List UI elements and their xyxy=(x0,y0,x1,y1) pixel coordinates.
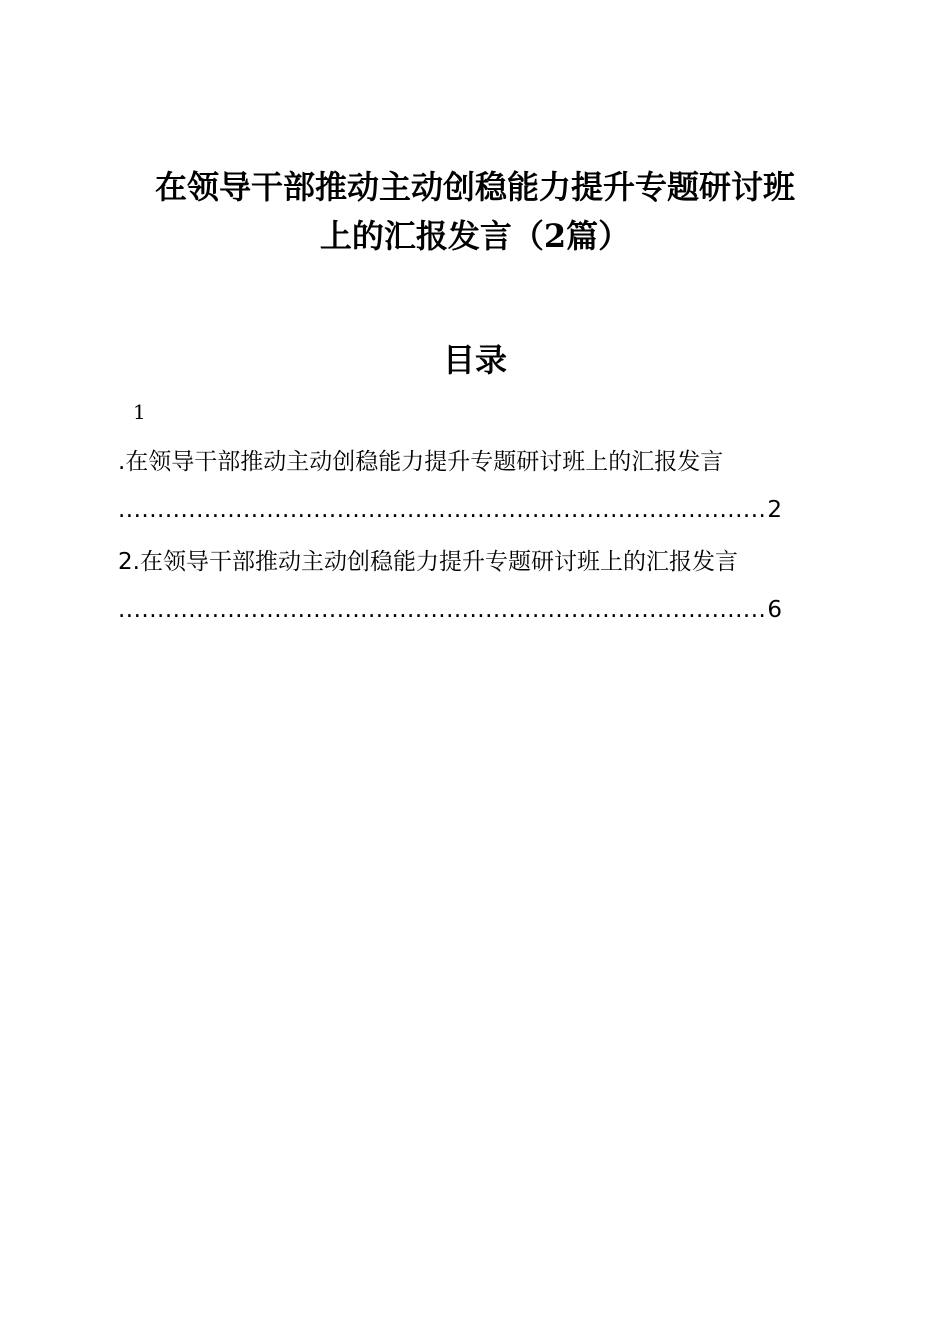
toc-dot-leader xyxy=(118,494,765,526)
toc-entry-1-page: 2 xyxy=(767,497,782,523)
toc-entry-2-page: 6 xyxy=(767,597,782,623)
toc-entry-1-leader-row xyxy=(118,494,782,526)
toc-entry-2-leader-row xyxy=(118,594,782,626)
toc-heading: 目录 xyxy=(442,341,507,379)
document-title-line-2: 上的汇报发言（2篇） xyxy=(319,217,631,255)
toc-entry-2-link[interactable]: 2.在领导干部推动主动创稳能力提升专题研讨班上的汇报发言 xyxy=(118,549,738,575)
document-title-line-1: 在领导干部推动主动创稳能力提升专题研讨班 xyxy=(154,168,795,206)
toc-entry-1-link[interactable]: .在领导干部推动主动创稳能力提升专题研讨班上的汇报发言 xyxy=(118,449,724,475)
toc-dot-leader xyxy=(118,594,765,626)
toc-entry-1-number: 1 xyxy=(133,400,146,424)
